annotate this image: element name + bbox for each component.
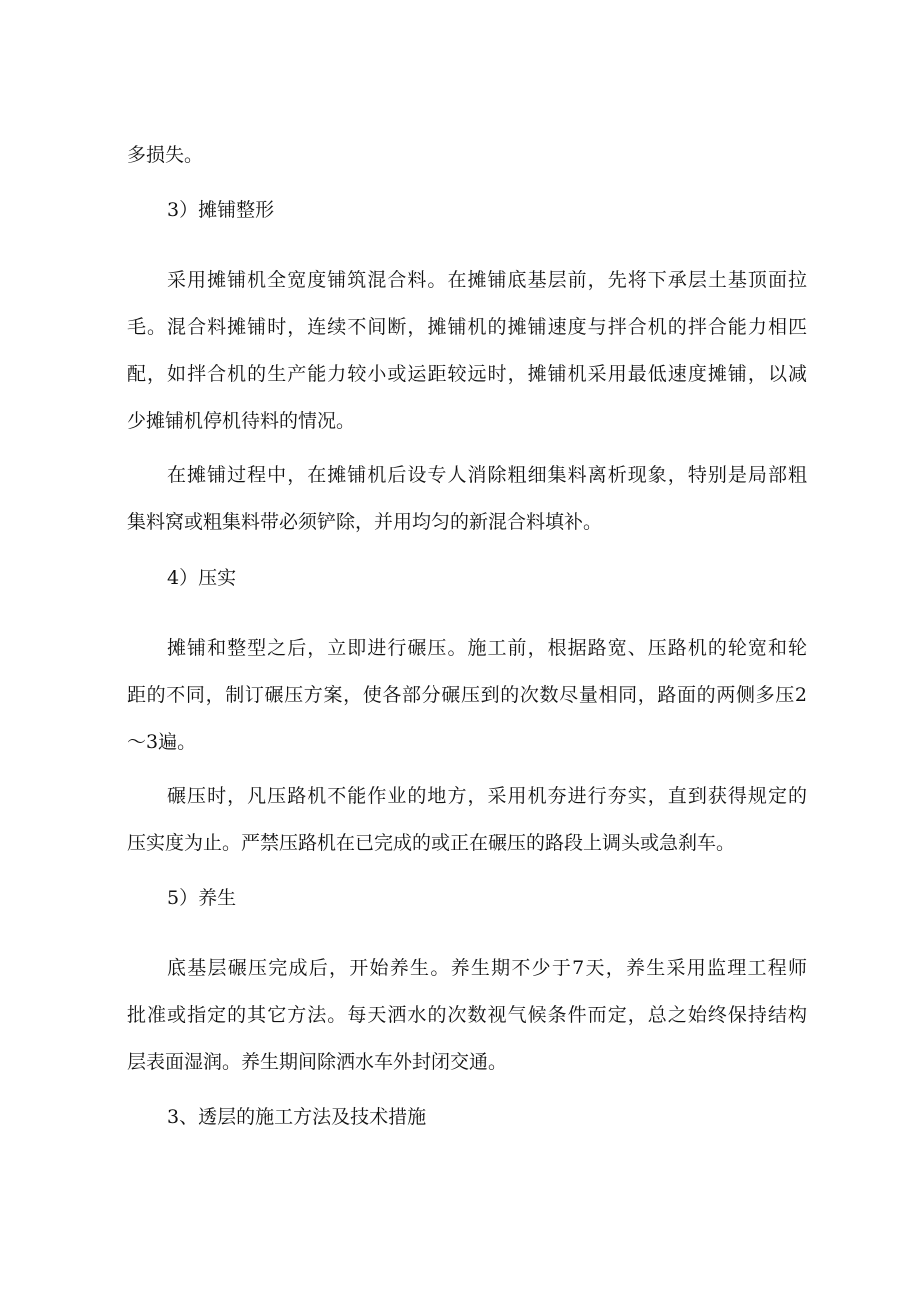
paragraph-line: 摊铺和整型之后，立即进行碾压。施工前，根据路宽、压路机的轮宽和轮 bbox=[167, 637, 807, 659]
section-heading-compaction: 4）压实 bbox=[167, 567, 237, 589]
paragraph-line: 批准或指定的其它方法。每天洒水的次数视气候条件而定，总之始终保持结构 bbox=[127, 1004, 807, 1026]
paragraph-line: ～3遍。 bbox=[127, 731, 197, 753]
paragraph-line: 毛。混合料摊铺时，连续不间断，摊铺机的摊铺速度与拌合机的拌合能力相匹 bbox=[127, 316, 807, 338]
paragraph-line: 多损失。 bbox=[127, 144, 204, 166]
paragraph-line: 集料窝或粗集料带必须铲除，并用均匀的新混合料填补。 bbox=[127, 511, 603, 533]
paragraph-line: 在摊铺过程中，在摊铺机后设专人消除粗细集料离析现象，特别是局部粗 bbox=[167, 464, 807, 486]
section-heading-prime-coat: 3、透层的施工方法及技术措施 bbox=[167, 1106, 427, 1128]
paragraph-line: 采用摊铺机全宽度铺筑混合料。在摊铺底基层前，先将下承层土基顶面拉 bbox=[167, 269, 807, 291]
paragraph-line: 配，如拌合机的生产能力较小或运距较远时，摊铺机采用最低速度摊铺，以减 bbox=[127, 363, 807, 385]
paragraph-line: 底基层碾压完成后，开始养生。养生期不少于7天，养生采用监理工程师 bbox=[167, 957, 807, 979]
section-heading-spreading: 3）摊铺整形 bbox=[167, 199, 275, 221]
paragraph-line: 碾压时，凡压路机不能作业的地方，采用机夯进行夯实，直到获得规定的 bbox=[167, 785, 807, 807]
paragraph-line: 压实度为止。严禁压路机在已完成的或正在碾压的路段上调头或急刹车。 bbox=[127, 832, 736, 854]
section-heading-curing: 5）养生 bbox=[167, 887, 237, 909]
paragraph-line: 距的不同，制订碾压方案，使各部分碾压到的次数尽量相同，路面的两侧多压2 bbox=[127, 684, 807, 706]
paragraph-line: 层表面湿润。养生期间除洒水车外封闭交通。 bbox=[127, 1051, 508, 1073]
paragraph-line: 少摊铺机停机待料的情况。 bbox=[127, 410, 356, 432]
